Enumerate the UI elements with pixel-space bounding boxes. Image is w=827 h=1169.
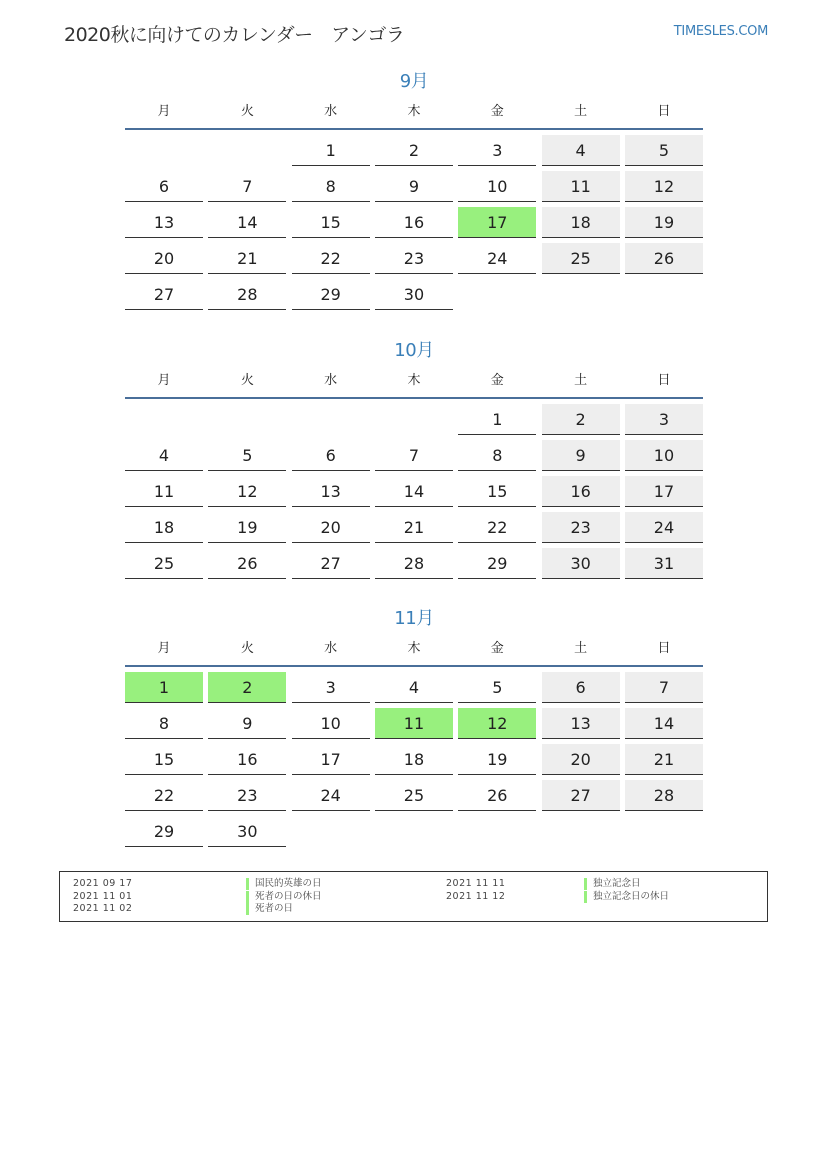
- date-cell: 13: [125, 207, 203, 238]
- days-grid: [125, 135, 703, 310]
- date-cell: 14: [375, 476, 453, 507]
- date-cell: 17: [292, 744, 370, 775]
- weekday-label: 日: [657, 641, 671, 656]
- legend-holiday-name: 国民的英雄の日: [246, 878, 322, 890]
- weekday-label: 月: [157, 641, 171, 656]
- date-cell: 21: [375, 512, 453, 543]
- empty-cell: [292, 404, 370, 435]
- date-cell: 22: [458, 512, 536, 543]
- days-grid: [125, 404, 703, 579]
- month-rule: [125, 128, 703, 130]
- date-cell: 14: [625, 708, 703, 739]
- weekday-label: 日: [657, 104, 671, 119]
- date-cell: 24: [458, 243, 536, 274]
- date-cell: 14: [208, 207, 286, 238]
- weekday-header: [125, 369, 703, 389]
- date-cell: 8: [125, 708, 203, 739]
- month-title: 9月: [399, 71, 429, 92]
- date-cell: 1: [458, 404, 536, 435]
- date-cell: 20: [292, 512, 370, 543]
- weekday-header: [125, 637, 703, 657]
- date-cell: 16: [375, 207, 453, 238]
- month-rule: [125, 397, 703, 399]
- date-cell: 18: [125, 512, 203, 543]
- date-cell: 3: [458, 135, 536, 166]
- empty-cell: [125, 404, 203, 435]
- date-cell: 15: [458, 476, 536, 507]
- date-cell: 6: [542, 672, 620, 703]
- date-cell: 4: [542, 135, 620, 166]
- date-cell: 6: [125, 171, 203, 202]
- date-cell: 12: [208, 476, 286, 507]
- weekday-label: 月: [157, 104, 171, 119]
- date-cell: 26: [625, 243, 703, 274]
- month-november: [125, 605, 703, 847]
- date-cell: 30: [208, 816, 286, 847]
- month-rule: [125, 665, 703, 667]
- date-cell: 17: [625, 476, 703, 507]
- date-cell: 10: [292, 708, 370, 739]
- empty-cell: [208, 404, 286, 435]
- legend-date: 2021 11 12: [446, 890, 506, 902]
- date-cell: 15: [292, 207, 370, 238]
- holiday-legend: [59, 871, 768, 922]
- date-cell: 27: [292, 548, 370, 579]
- holiday-date-cell: 11: [375, 708, 453, 739]
- date-cell: 15: [125, 744, 203, 775]
- date-cell: 3: [625, 404, 703, 435]
- date-cell: 25: [542, 243, 620, 274]
- date-cell: 20: [542, 744, 620, 775]
- weekday-label: 日: [657, 373, 671, 388]
- empty-cell: [125, 135, 203, 166]
- site-link[interactable]: TIMESLES.COM: [673, 24, 768, 39]
- weekday-label: 木: [407, 373, 421, 388]
- date-cell: 5: [458, 672, 536, 703]
- legend-holiday-name: 独立記念日: [584, 878, 641, 890]
- month-september: [125, 68, 703, 310]
- date-cell: 1: [292, 135, 370, 166]
- date-cell: 10: [458, 171, 536, 202]
- holiday-date-cell: 12: [458, 708, 536, 739]
- date-cell: 9: [375, 171, 453, 202]
- legend-date: 2021 11 01: [73, 890, 133, 902]
- date-cell: 21: [208, 243, 286, 274]
- date-cell: 2: [542, 404, 620, 435]
- month-title: 10月: [394, 340, 434, 361]
- date-cell: 9: [542, 440, 620, 471]
- page-title: 2020秋に向けてのカレンダー アンゴラ: [64, 24, 405, 46]
- date-cell: 30: [542, 548, 620, 579]
- date-cell: 26: [458, 780, 536, 811]
- weekday-label: 木: [407, 104, 421, 119]
- date-cell: 28: [208, 279, 286, 310]
- date-cell: 29: [292, 279, 370, 310]
- weekday-label: 月: [157, 373, 171, 388]
- date-cell: 7: [208, 171, 286, 202]
- date-cell: 10: [625, 440, 703, 471]
- date-cell: 8: [458, 440, 536, 471]
- weekday-label: 土: [574, 373, 588, 388]
- date-cell: 23: [375, 243, 453, 274]
- month-title: 11月: [394, 608, 434, 629]
- date-cell: 28: [375, 548, 453, 579]
- weekday-label: 土: [574, 104, 588, 119]
- date-cell: 9: [208, 708, 286, 739]
- month-october: [125, 337, 703, 579]
- date-cell: 23: [208, 780, 286, 811]
- weekday-label: 火: [240, 104, 254, 119]
- date-cell: 27: [542, 780, 620, 811]
- weekday-label: 金: [490, 641, 504, 656]
- date-cell: 4: [375, 672, 453, 703]
- date-cell: 6: [292, 440, 370, 471]
- date-cell: 26: [208, 548, 286, 579]
- date-cell: 3: [292, 672, 370, 703]
- legend-date: 2021 09 17: [73, 878, 133, 889]
- date-cell: 5: [208, 440, 286, 471]
- holiday-date-cell: 2: [208, 672, 286, 703]
- date-cell: 2: [375, 135, 453, 166]
- holiday-date-cell: 1: [125, 672, 203, 703]
- date-cell: 5: [625, 135, 703, 166]
- date-cell: 19: [208, 512, 286, 543]
- date-cell: 25: [375, 780, 453, 811]
- weekday-label: 火: [240, 641, 254, 656]
- legend-date: 2021 11 11: [446, 878, 506, 889]
- date-cell: 13: [292, 476, 370, 507]
- empty-cell: [208, 135, 286, 166]
- date-cell: 19: [625, 207, 703, 238]
- date-cell: 11: [542, 171, 620, 202]
- date-cell: 8: [292, 171, 370, 202]
- holiday-date-cell: 17: [458, 207, 536, 238]
- date-cell: 4: [125, 440, 203, 471]
- legend-holiday-name: 死者の日: [246, 903, 293, 915]
- date-cell: 18: [375, 744, 453, 775]
- weekday-label: 水: [324, 373, 338, 388]
- date-cell: 7: [625, 672, 703, 703]
- date-cell: 25: [125, 548, 203, 579]
- legend-date: 2021 11 02: [73, 903, 133, 914]
- empty-cell: [375, 404, 453, 435]
- date-cell: 23: [542, 512, 620, 543]
- weekday-label: 金: [490, 373, 504, 388]
- date-cell: 13: [542, 708, 620, 739]
- date-cell: 28: [625, 780, 703, 811]
- date-cell: 11: [125, 476, 203, 507]
- date-cell: 31: [625, 548, 703, 579]
- date-cell: 30: [375, 279, 453, 310]
- weekday-header: [125, 100, 703, 120]
- date-cell: 27: [125, 279, 203, 310]
- days-grid: [125, 672, 703, 847]
- legend-holiday-name: 独立記念日の休日: [584, 891, 669, 903]
- date-cell: 24: [625, 512, 703, 543]
- date-cell: 22: [292, 243, 370, 274]
- weekday-label: 金: [490, 104, 504, 119]
- date-cell: 24: [292, 780, 370, 811]
- date-cell: 16: [208, 744, 286, 775]
- weekday-label: 木: [407, 641, 421, 656]
- date-cell: 16: [542, 476, 620, 507]
- weekday-label: 土: [574, 641, 588, 656]
- legend-holiday-name: 死者の日の休日: [246, 891, 322, 903]
- date-cell: 29: [125, 816, 203, 847]
- date-cell: 19: [458, 744, 536, 775]
- weekday-label: 水: [324, 104, 338, 119]
- date-cell: 7: [375, 440, 453, 471]
- date-cell: 18: [542, 207, 620, 238]
- weekday-label: 水: [324, 641, 338, 656]
- date-cell: 20: [125, 243, 203, 274]
- date-cell: 21: [625, 744, 703, 775]
- weekday-label: 火: [240, 373, 254, 388]
- date-cell: 22: [125, 780, 203, 811]
- date-cell: 12: [625, 171, 703, 202]
- date-cell: 29: [458, 548, 536, 579]
